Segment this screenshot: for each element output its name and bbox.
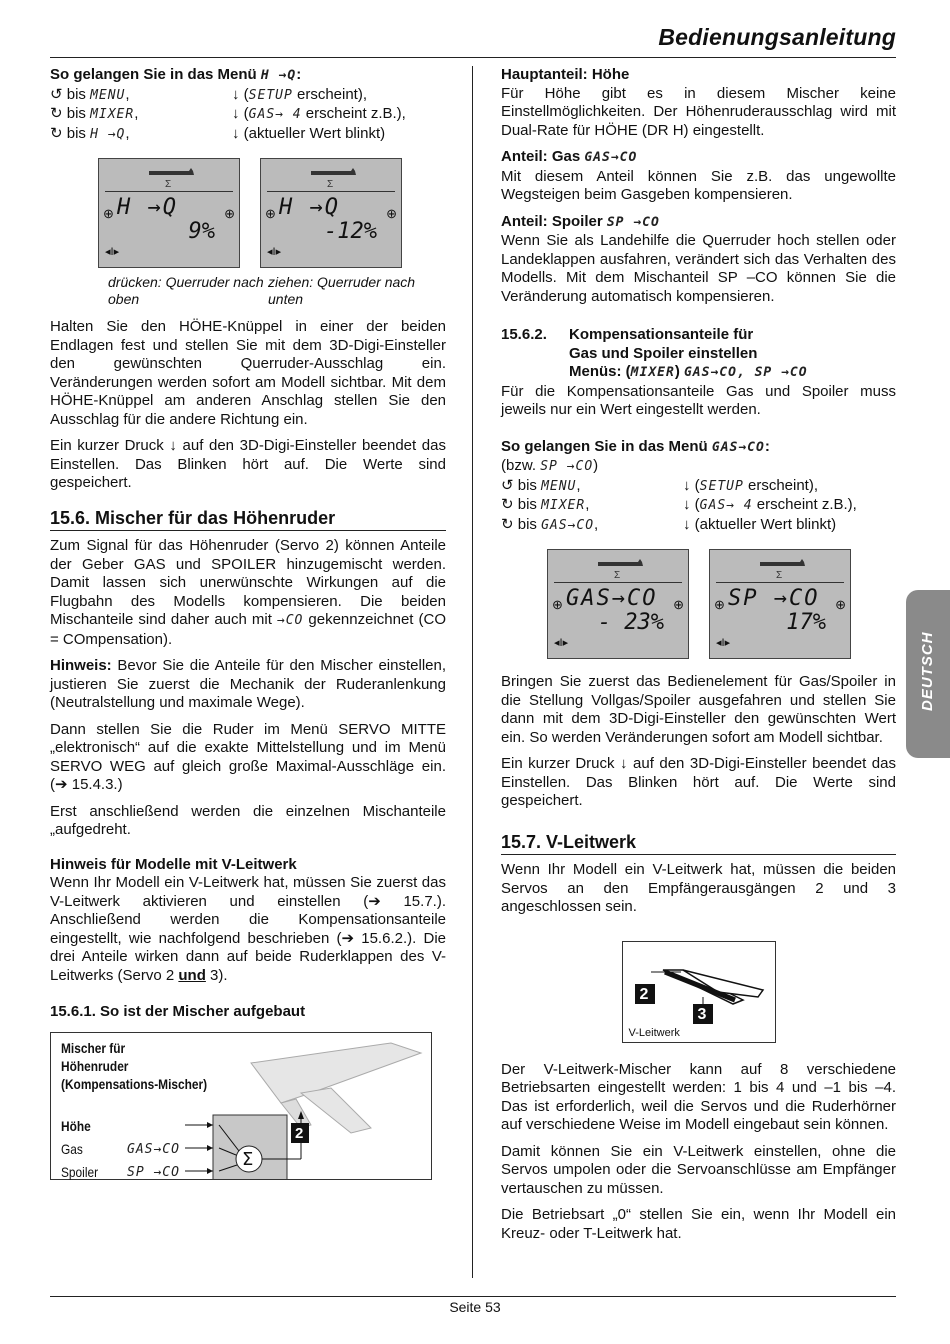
servo-number: 2	[295, 1124, 304, 1142]
plane-icon	[261, 159, 401, 189]
lcd-displays	[547, 549, 896, 659]
subsection-heading: 15.6.2. Kompensationsanteile für Gas und Spoiler einstellen Menüs: (MIXER) GAS→CO, SP →CO	[501, 326, 808, 380]
svg-text:Σ: Σ	[165, 179, 172, 189]
page-number: Seite 53	[449, 1299, 501, 1315]
nav-row: ↻ bis MIXER, ↓ (GAS→ 4 erscheint z.B.),	[50, 105, 406, 122]
lcd-display: Σ ⊕ ⊕ H →Q -12% ◂I▸	[260, 158, 402, 268]
nav-alt: (bzw. SP →CO)	[501, 457, 599, 474]
lcd-display: Σ ⊕ ⊕ H →Q 9% ◂I▸	[98, 158, 240, 268]
paragraph: Dann stellen Sie die Ruder im Menü SERVO MITTE „elektronisch“ auf die exakte Mittelstellung und im Menü SERVO WEG auf gleich große Maximal-Ausschläge ein. (➔ 15.4.3.)	[50, 720, 446, 793]
lcd-display: Σ ⊕ ⊕ GAS→CO - 23% ◂I▸	[547, 549, 689, 659]
nav-row: ↺ bis MENU, ↓ (SETUP erscheint),	[501, 476, 819, 494]
nav-row: ↻ bis GAS→CO, ↓ (aktueller Wert blinkt)	[501, 515, 837, 533]
plane-icon	[99, 159, 239, 189]
svg-text:Σ: Σ	[614, 570, 621, 580]
paragraph: Der V-Leitwerk-Mischer kann auf 8 verschiedene Betriebsarten eingestellt werden: 1 bis 4 und –1 bis –4. Das ist erforderlich, weil die Servos und die Ruderhörner auf verschiedene Weise im Modell eingebaut sein können.	[501, 1060, 896, 1133]
paragraph: Wenn Ihr Modell ein V-Leitwerk hat, müssen Sie zuerst das V-Leitwerk aktivieren und einstellen (➔ 15.7.). Anschließend werden die Kompensationsanteile eingestellt, wie nachfolgend beschrieben (➔ 15.6.2.). Die drei Anteile wirken dann auf beide Ruderklappen des V-Leitwerks (Servo 2 und 3).	[50, 874, 446, 984]
lcd-display: Σ ⊕ ⊕ SP →CO 17% ◂I▸	[709, 549, 851, 659]
section-heading: 15.6. Mischer für das Höhenruder	[50, 509, 446, 532]
paragraph: Wenn Ihr Modell ein V-Leitwerk hat, müssen die beiden Servos an den Empfängerausgängen 2 und 3 angeschlossen sein.	[501, 861, 896, 915]
paragraph: Für Höhe gibt es in diesem Mischer keine Einstellmöglichkeiten. Der Höhenruderausschlag wird mit Dual-Rate für HÖHE (DR H) eingestellt.	[501, 84, 896, 139]
nav-heading: So gelangen Sie in das Menü GAS→CO:	[501, 437, 770, 455]
figure-caption: V-Leitwerk	[628, 1026, 680, 1039]
nav-row: ↻ bis MIXER, ↓ (GAS→ 4 erscheint z.B.),	[501, 496, 857, 513]
paragraph: Ein kurzer Druck ↓ auf den 3D-Digi-Einsteller beendet das Einstellen. Das Blinken hört auf. Die Werte sind gespeichert.	[501, 755, 896, 809]
subheading: Anteil: Spoiler SP →CO	[501, 212, 660, 230]
paragraph: Bringen Sie zuerst das Bedienelement für Gas/Spoiler in die Stellung Vollgas/Spoiler ausgefahren und stellen Sie dann mit dem 3D-Digi-Einsteller den gewünschten Wert ein. So werden Veränderungen sofort am Modell sichtbar.	[501, 673, 896, 746]
page-title: Bedienungsanleitung	[658, 24, 896, 50]
nav-row: ↻ bis H →Q, ↓ (aktueller Wert blinkt)	[50, 124, 386, 142]
paragraph: Damit können Sie ein V-Leitwerk einstellen, ohne die Servos umpolen oder die Servoanschlüsse am Empfänger vertauschen zu müssen.	[501, 1142, 896, 1197]
paragraph: Halten Sie den HÖHE-Knüppel in einer der beiden Endlagen fest und stellen Sie mit dem 3D-Digi-Einsteller den gewünschten Querruder-Ausschlag ein. Veränderungen werden sofort am Modell sichtbar. Mit dem HÖHE-Knüppel am anderen Anschlag stellen Sie den Ausschlag für die andere Richtung ein.	[50, 318, 446, 428]
trim-icon: ◂I▸	[105, 245, 120, 258]
svg-text:Σ: Σ	[776, 570, 783, 580]
footer-rule	[50, 1296, 896, 1297]
paragraph: Mit diesem Anteil können Sie z.B. das ungewollte Wegsteigen beim Gasgeben kompensieren.	[501, 167, 896, 203]
subheading: Anteil: Gas GAS→CO	[501, 148, 638, 165]
v-tail-figure	[622, 941, 776, 1043]
paragraph: Für die Kompensationsanteile Gas und Spoiler muss jeweils nur ein Wert eingestellt werden.	[501, 382, 896, 418]
header-rule	[50, 57, 896, 58]
trim-icon: ◂I▸	[716, 636, 731, 649]
subheading: Hinweis für Modelle mit V-Leitwerk	[50, 855, 297, 873]
subsection-heading: 15.6.1. So ist der Mischer aufgebaut	[50, 1003, 306, 1020]
right-column	[501, 66, 896, 1251]
paragraph: Ein kurzer Druck ↓ auf den 3D-Digi-Einsteller beendet das Einstellen. Das Blinken hört auf. Die Werte sind gespeichert.	[50, 437, 446, 491]
section-heading: 15.7. V-Leitwerk	[501, 833, 896, 856]
note-paragraph: Hinweis: Bevor Sie die Anteile für den Mischer einstellen, justieren Sie zuerst die Mechanik der Ruderanlenkung (Neutralstellung und maximale Wege).	[50, 657, 446, 711]
language-tab: DEUTSCH	[906, 590, 950, 758]
lcd-displays	[98, 158, 446, 268]
page-header	[50, 22, 896, 62]
mixer-diagram: Σ Mischer für Höhenruder (Kompensations-Mischer) Höhe Gas Spoiler GAS→CO SP →CO 2	[50, 1032, 432, 1180]
trim-icon: ◂I▸	[554, 636, 569, 649]
subheading: Hauptanteil: Höhe	[501, 66, 630, 83]
svg-text:Σ: Σ	[242, 1148, 254, 1170]
paragraph: Wenn Sie als Landehilfe die Querruder hoch stellen oder Landeklappen ausfahren, verändert sich das Verhalten des Modells. Mit dem Mischanteil SP –CO können Sie die Veränderung automatisch kompensieren.	[501, 232, 896, 305]
display-captions: drücken: Querruder nach oben ziehen: Querruder nach unten	[108, 274, 416, 307]
paragraph: Zum Signal für das Höhenruder (Servo 2) können Anteile der Geber GAS und SPOILER hinzugemischt werden. Damit lassen sich unerwünschte Wirkungen auf die Flugbahn des Modells kompensieren. Die beiden Mischanteile sind daher auch mit →CO gekennzeichnet (CO = COmpensation).	[50, 537, 446, 648]
paragraph: Erst anschließend werden die einzelnen Mischanteile „aufgedreht.	[50, 802, 446, 838]
left-column	[50, 66, 446, 1180]
svg-text:Σ: Σ	[327, 179, 334, 189]
servo-2-label: 2	[639, 985, 649, 1003]
paragraph: Die Betriebsart „0“ stellen Sie ein, wenn Ihr Modell ein Kreuz- oder T-Leitwerk hat.	[501, 1206, 896, 1242]
nav-heading: So gelangen Sie in das Menü H →Q:	[50, 66, 302, 83]
trim-icon: ◂I▸	[267, 245, 282, 258]
plane-icon	[710, 550, 850, 580]
column-divider	[472, 66, 473, 1278]
nav-row: ↺ bis MENU, ↓ (SETUP erscheint),	[50, 85, 368, 103]
servo-3-label: 3	[697, 1005, 707, 1023]
plane-icon	[548, 550, 688, 580]
